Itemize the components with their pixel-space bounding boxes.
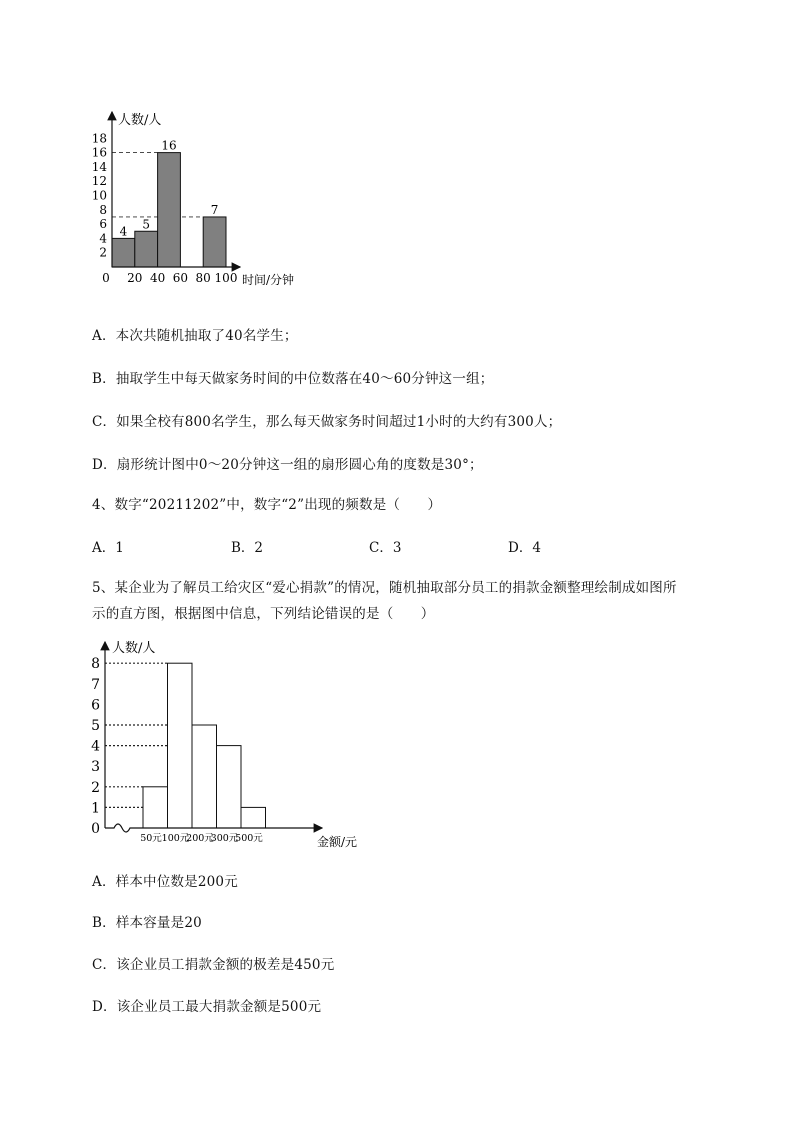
y-tick-label: 2	[99, 245, 107, 260]
q4-option-b: B．2	[231, 540, 264, 556]
histogram-bar	[135, 231, 158, 267]
histogram-bar	[217, 746, 242, 828]
x-tick-label: 100元	[161, 833, 190, 844]
data-label: 16	[161, 138, 177, 153]
y-tick-label: 3	[91, 759, 100, 776]
histogram-bar	[203, 217, 226, 267]
x-tick-label: 200元	[186, 833, 214, 844]
histogram-bar	[168, 663, 193, 828]
histogram-bar	[158, 153, 181, 267]
chart-donation-amount	[86, 634, 376, 854]
q4-option-a: A．1	[92, 540, 124, 556]
y-tick-label: 1	[91, 800, 100, 817]
x-tick-label: 50元	[140, 833, 162, 844]
q3-option-d: D．扇形统计图中0～20分钟这一组的扇形圆心角的度数是30°；	[92, 457, 483, 473]
x-tick-label: 100	[214, 271, 238, 285]
y-axis-label: 人数/人	[118, 113, 162, 128]
y-tick-label: 4	[99, 231, 107, 246]
q3-option-b: B．抽取学生中每天做家务时间的中位数落在40～60分钟这一组；	[92, 371, 494, 387]
chart-homework-time	[88, 100, 318, 300]
y-tick-label: 16	[91, 145, 107, 160]
q4-stem: 4、数字“20211202”中，数字“2”出现的频数是（ ）	[92, 497, 442, 513]
q4-option-c: C．3	[369, 540, 402, 556]
y-axis-label: 人数/人	[112, 641, 156, 656]
q5-stem-line2: 示的直方图，根据图中信息，下列结论错误的是（ ）	[92, 606, 435, 622]
data-label: 4	[119, 224, 128, 239]
y-tick-label: 12	[91, 174, 107, 189]
x-tick-label: 500元	[235, 833, 263, 844]
y-tick-label: 8	[91, 656, 100, 673]
histogram-bar	[241, 807, 266, 828]
y-tick-label: 7	[91, 676, 100, 693]
y-tick-label: 5	[91, 718, 100, 734]
x-tick-label: 60	[172, 271, 189, 285]
y-tick-label: 10	[91, 188, 107, 203]
x-tick-label: 20	[127, 271, 143, 285]
q5-option-c: C．该企业员工捐款金额的极差是450元	[92, 957, 335, 973]
y-tick-label: 6	[99, 217, 107, 232]
q5-stem-line1: 5、某企业为了解员工给灾区“爱心捐款”的情况，随机抽取部分员工的捐款金额整理绘制成如图所	[92, 580, 677, 596]
histogram-bar	[192, 725, 217, 828]
y-tick-label: 4	[91, 738, 100, 755]
y-tick-label: 14	[91, 159, 107, 174]
x-axis-label: 金额/元	[317, 835, 358, 849]
y-tick-label: 0	[91, 821, 100, 837]
q5-option-a: A．样本中位数是200元	[92, 874, 238, 890]
q4-option-d: D．4	[508, 540, 541, 556]
y-tick-label: 6	[91, 697, 100, 714]
y-tick-label: 2	[91, 779, 100, 796]
x-tick-label: 0	[102, 271, 110, 285]
y-tick-label: 8	[99, 202, 107, 217]
y-tick-label: 18	[91, 131, 107, 146]
x-tick-label: 40	[149, 271, 166, 285]
x-axis-label: 时间/分钟	[242, 273, 295, 287]
data-label: 7	[210, 202, 219, 217]
histogram-bar	[112, 238, 135, 267]
q5-option-b: B．样本容量是20	[92, 915, 202, 931]
q3-option-a: A．本次共随机抽取了40名学生；	[92, 328, 298, 344]
data-label: 5	[142, 217, 151, 232]
x-tick-label: 80	[195, 271, 211, 285]
q3-option-c: C．如果全校有800名学生，那么每天做家务时间超过1小时的大约有300人；	[92, 414, 562, 430]
histogram-bar	[143, 787, 168, 828]
x-tick-label: 300元	[210, 833, 239, 844]
q5-option-d: D．该企业员工最大捐款金额是500元	[92, 999, 322, 1015]
